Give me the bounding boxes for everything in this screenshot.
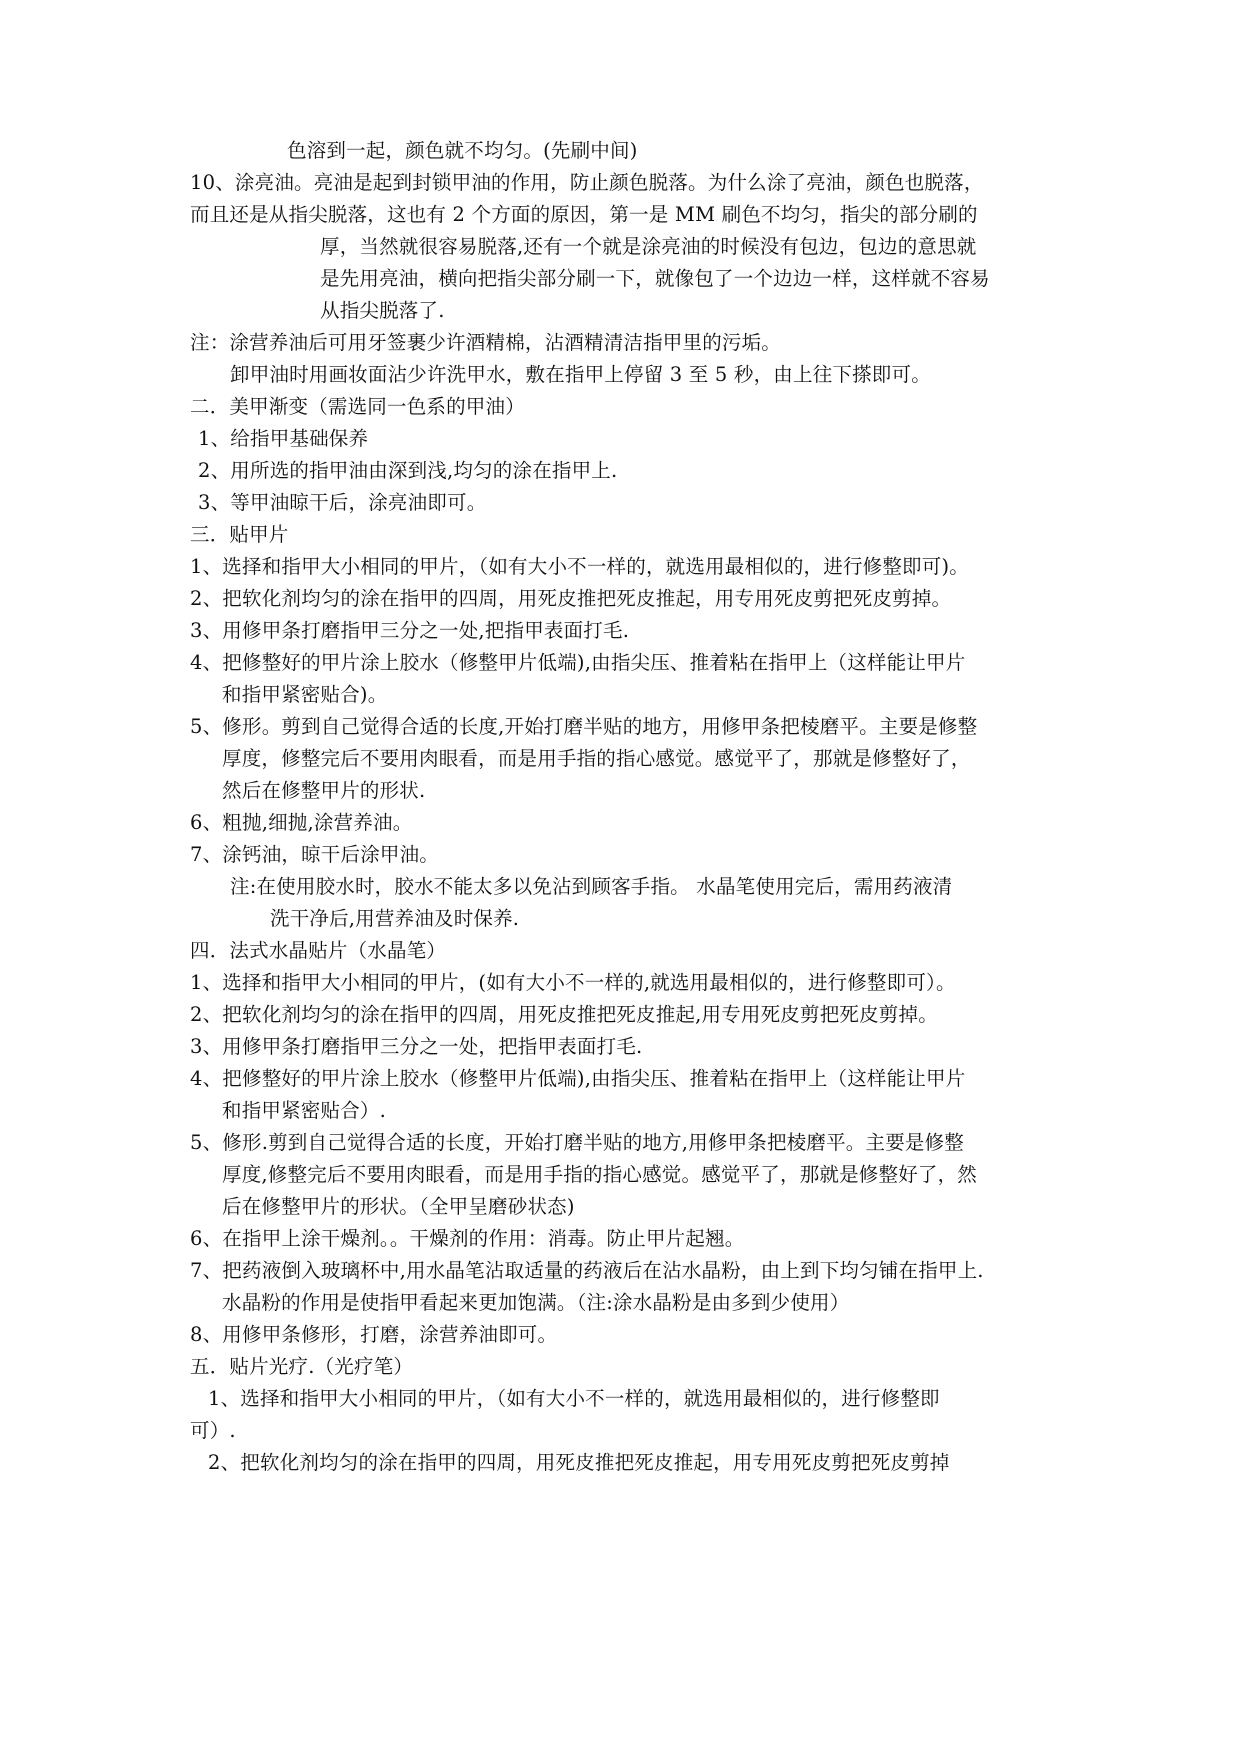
text-line: 7、涂钙油，晾干后涂甲油。 [190, 843, 440, 866]
text-line: 1、选择和指甲大小相同的甲片，（如有大小不一样的，就选用最相似的，进行修整即可)。 [190, 555, 969, 578]
text-line: 洗干净后,用营养油及时保养. [270, 907, 520, 930]
text-line: 注：涂营养油后可用牙签裹少许酒精棉，沾酒精清洁指甲里的污垢。 [190, 331, 782, 354]
section-heading: 二．美甲渐变（需选同一色系的甲油） [190, 395, 525, 418]
section-heading: 四．法式水晶贴片（水晶笔） [190, 939, 447, 962]
text-line: 和指甲紧密贴合）. [222, 1099, 386, 1122]
text-line: 4、把修整好的甲片涂上胶水（修整甲片低端),由指尖压、推着粘在指甲上（这样能让甲片 [190, 651, 966, 674]
text-line: 然后在修整甲片的形状. [222, 779, 426, 802]
text-line: 可）. [190, 1419, 236, 1442]
text-line: 5、修形。剪到自己觉得合适的长度,开始打磨半贴的地方，用修甲条把棱磨平。主要是修整 [190, 715, 978, 738]
text-line: 色溶到一起，颜色就不均匀。(先刷中间) [287, 139, 638, 162]
text-line: 卸甲油时用画妆面沾少许洗甲水，敷在指甲上停留 3 至 5 秒，由上往下搽即可。 [230, 363, 931, 386]
text-line: 1、给指甲基础保养 [198, 427, 369, 450]
text-line: 水晶粉的作用是使指甲看起来更加饱满。（注:涂水晶粉是由多到少使用） [222, 1291, 850, 1314]
text-line: 2、把软化剂均匀的涂在指甲的四周，用死皮推把死皮推起，用专用死皮剪把死皮剪掉 [208, 1451, 950, 1474]
text-line: 3、等甲油晾干后，涂亮油即可。 [198, 491, 487, 514]
text-line: 8、用修甲条修形，打磨，涂营养油即可。 [190, 1323, 558, 1346]
text-line: 厚度，修整完后不要用肉眼看，而是用手指的指心感觉。感觉平了，那就是修整好了， [222, 747, 971, 770]
text-line: 5、修形.剪到自己觉得合适的长度，开始打磨半贴的地方,用修甲条把棱磨平。主要是修整 [190, 1131, 965, 1154]
section-heading: 五．贴片光疗.（光疗笔） [190, 1355, 414, 1378]
text-line: 是先用亮油，横向把指尖部分刷一下，就像包了一个边边一样，这样就不容易 [320, 267, 990, 290]
text-line: 6、在指甲上涂干燥剂。。干燥剂的作用：消毒。防止甲片起翘。 [190, 1227, 745, 1250]
text-line: 厚度,修整完后不要用肉眼看，而是用手指的指心感觉。感觉平了，那就是修整好了，然 [222, 1163, 977, 1186]
text-line: 7、把药液倒入玻璃杯中,用水晶笔沾取适量的药液后在沾水晶粉，由上到下均匀铺在指甲上. [190, 1259, 984, 1282]
text-line: 后在修整甲片的形状。（全甲呈磨砂状态) [222, 1195, 575, 1218]
text-line: 而且还是从指尖脱落，这也有 2 个方面的原因，第一是 MM 刷色不均匀，指尖的部分刷的 [190, 203, 978, 226]
text-line: 厚，当然就很容易脱落,还有一个就是涂亮油的时候没有包边，包边的意思就 [320, 235, 977, 258]
text-line: 2、把软化剂均匀的涂在指甲的四周，用死皮推把死皮推起，用专用死皮剪把死皮剪掉。 [190, 587, 952, 610]
text-line: 3、用修甲条打磨指甲三分之一处，把指甲表面打毛. [190, 1035, 643, 1058]
text-line: 注:在使用胶水时，胶水不能太多以免沾到顾客手指。 水晶笔使用完后，需用药液清 [230, 875, 953, 898]
text-line: 1、选择和指甲大小相同的甲片，(如有大小不一样的,就选用最相似的，进行修整即可）。 [190, 971, 956, 994]
text-line: 3、用修甲条打磨指甲三分之一处,把指甲表面打毛. [190, 619, 630, 642]
text-line: 和指甲紧密贴合)。 [222, 683, 388, 706]
text-line: 6、粗抛,细抛,涂营养油。 [190, 811, 413, 834]
text-line: 2、用所选的指甲油由深到浅,均匀的涂在指甲上. [198, 459, 618, 482]
text-line: 10、涂亮油。亮油是起到封锁甲油的作用，防止颜色脱落。为什么涂了亮油，颜色也脱落， [190, 171, 984, 194]
text-line: 4、把修整好的甲片涂上胶水（修整甲片低端),由指尖压、推着粘在指甲上（这样能让甲片 [190, 1067, 966, 1090]
section-heading: 三．贴甲片 [190, 523, 289, 546]
text-line: 1、选择和指甲大小相同的甲片，（如有大小不一样的，就选用最相似的，进行修整即 [208, 1387, 940, 1410]
text-line: 从指尖脱落了. [320, 299, 445, 322]
text-line: 2、把软化剂均匀的涂在指甲的四周，用死皮推把死皮推起,用专用死皮剪把死皮剪掉。 [190, 1003, 938, 1026]
